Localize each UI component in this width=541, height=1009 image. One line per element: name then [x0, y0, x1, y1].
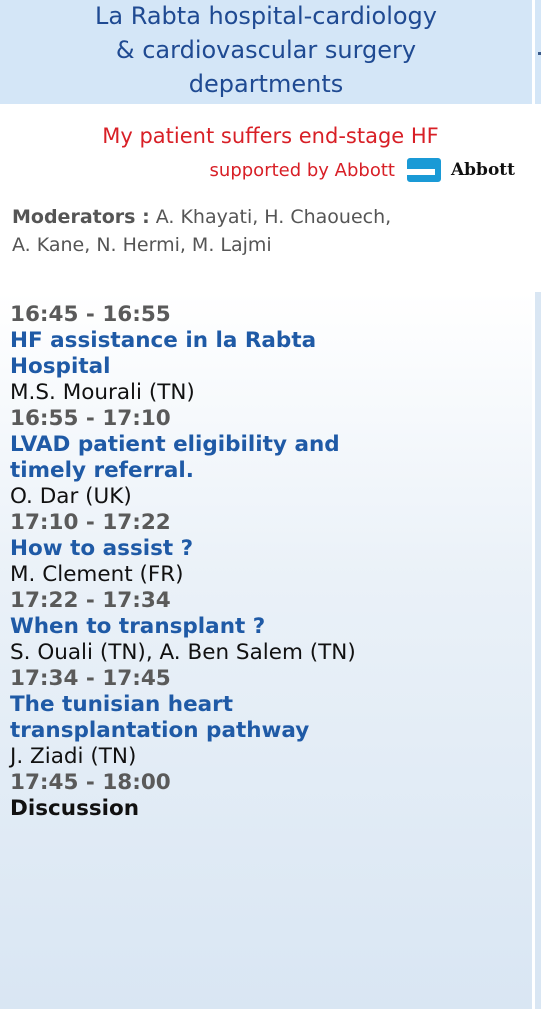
talk-title: transplantation pathway [10, 718, 310, 743]
session-title: My patient suffers end-stage HF [102, 124, 439, 148]
header-title-line: La Rabta hospital-cardiology [94, 2, 437, 30]
talk-title: How to assist ? [10, 536, 194, 561]
speaker: O. Dar (UK) [10, 484, 132, 509]
talk-title: The tunisian heart [10, 692, 234, 717]
header-title-line: departments [188, 70, 344, 98]
discussion-label: Discussion [10, 796, 140, 821]
program-item [10, 406, 525, 510]
adjacent-panel-strip [535, 292, 541, 1009]
speaker: M. Clement (FR) [10, 562, 184, 587]
talk-title: Hospital [10, 354, 111, 379]
header-title-line: & cardiovascular surgery [115, 36, 417, 64]
abbott-logo-icon [403, 155, 445, 185]
moderators-names: A. Khayati, H. Chaouech, [155, 206, 392, 228]
talk-title: timely referral. [10, 458, 194, 483]
program-item [10, 588, 525, 666]
time-slot: 16:55 - 17:10 [10, 406, 171, 431]
sponsor-text: supported by Abbott [209, 159, 395, 181]
moderators-label: Moderators : [12, 206, 150, 228]
speaker: S. Ouali (TN), A. Ben Salem (TN) [10, 640, 356, 665]
talk-title: HF assistance in la Rabta [10, 328, 317, 353]
speaker: M.S. Mourali (TN) [10, 380, 195, 405]
talk-title: When to transplant ? [10, 614, 266, 639]
sponsor-line [210, 155, 515, 185]
time-slot: 17:34 - 17:45 [10, 666, 171, 691]
abbott-wordmark: Abbott [450, 160, 515, 180]
time-slot: 17:45 - 18:00 [10, 770, 171, 795]
header-title [31, 0, 501, 101]
time-slot: 16:45 - 16:55 [10, 302, 171, 327]
program-item [10, 510, 525, 588]
speaker: J. Ziadi (TN) [10, 744, 137, 769]
moderators-block [12, 203, 512, 259]
moderators-names-line2: A. Kane, N. Hermi, M. Lajmi [12, 234, 272, 256]
talk-title: LVAD patient eligibility and [10, 432, 340, 457]
program-item [10, 666, 525, 770]
time-slot: 17:22 - 17:34 [10, 588, 171, 613]
header-banner [0, 0, 532, 104]
program-item [10, 302, 525, 406]
time-slot: 17:10 - 17:22 [10, 510, 171, 535]
program-item [10, 770, 525, 822]
program-list [10, 302, 525, 822]
